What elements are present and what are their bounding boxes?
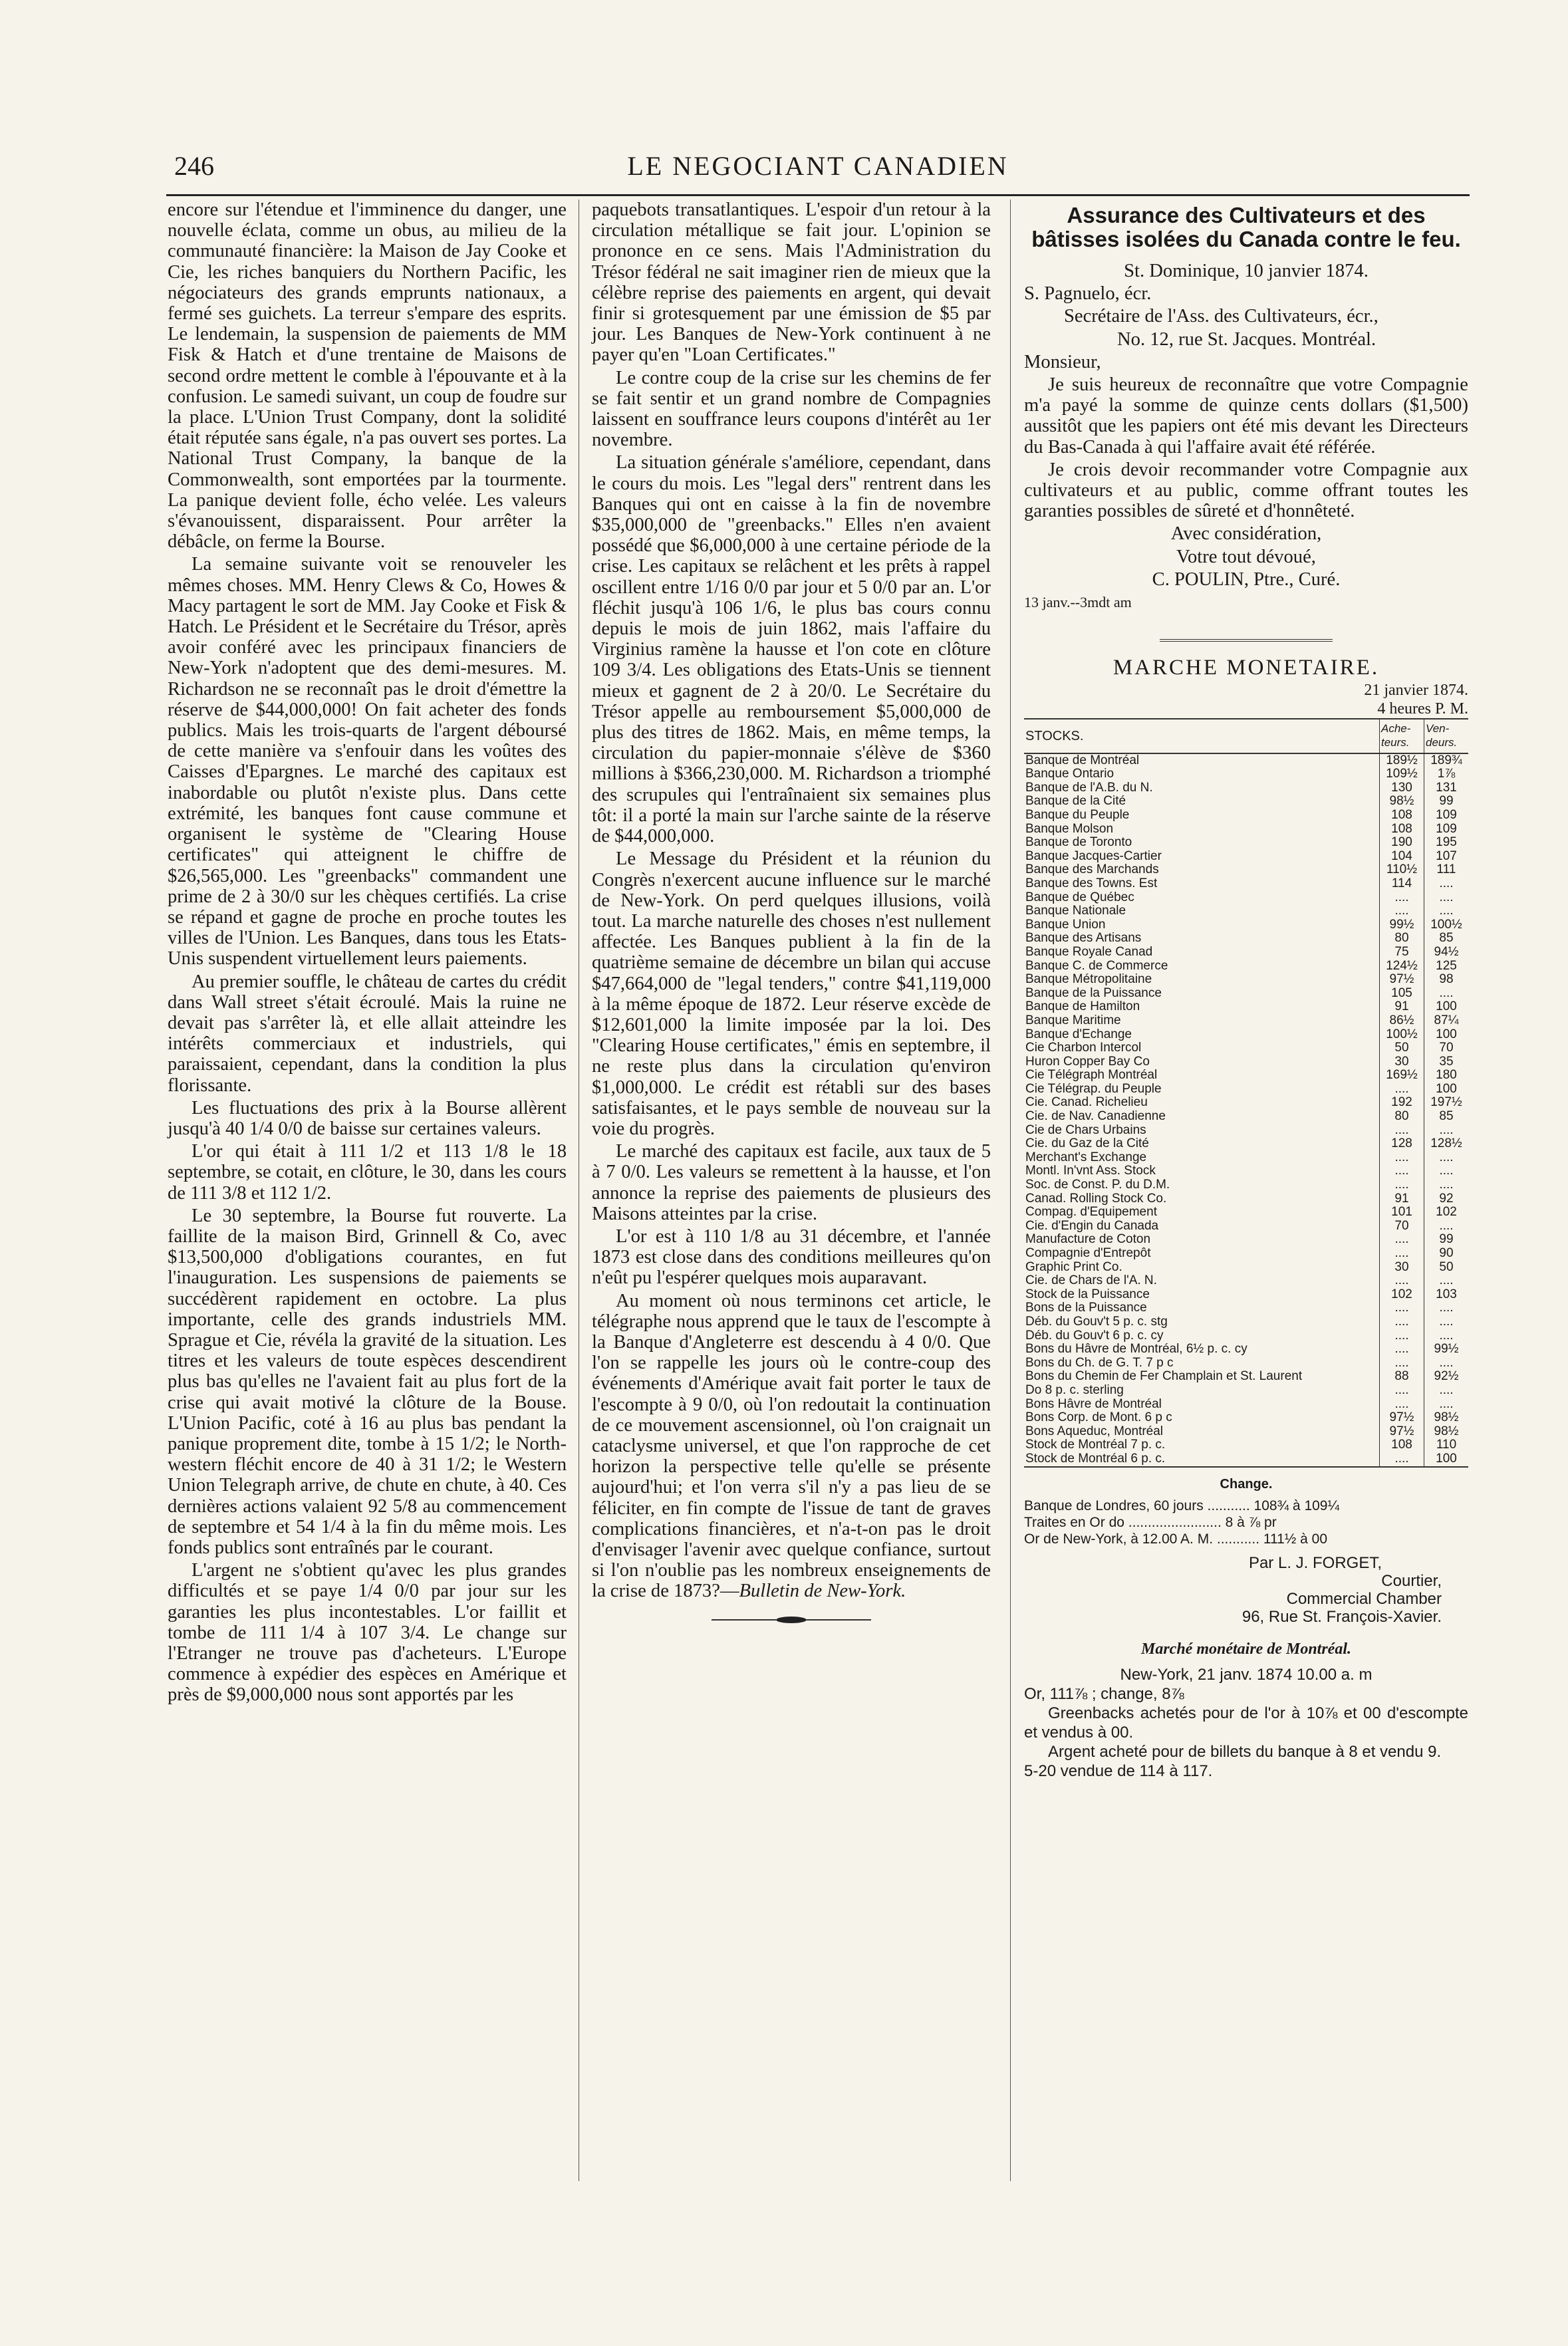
citation: Bulletin de New-York.: [739, 1581, 906, 1602]
buyers-price: 128: [1380, 1137, 1424, 1151]
buyers-price: 108: [1380, 1438, 1424, 1452]
stock-name: Bons du Hâvre de Montréal, 6½ p. c. cy: [1025, 1343, 1247, 1357]
stock-name: Bons de la Puissance: [1025, 1301, 1147, 1315]
buyers-price: 101: [1380, 1206, 1424, 1220]
table-row: [1024, 932, 1468, 946]
sellers-price: 109: [1424, 809, 1469, 823]
sidebar-column: [1024, 199, 1468, 1781]
stock-name: Cie Télégrap. du Peuple: [1025, 1082, 1162, 1096]
table-row: [1024, 1315, 1468, 1329]
broker-office: Commercial Chamber: [1286, 1589, 1442, 1608]
market-title: MARCHE MONETAIRE.: [1112, 656, 1380, 680]
stock-name: Stock de Montréal 7 p. c.: [1025, 1438, 1166, 1452]
stock-name: Bons Hâvre de Montréal: [1025, 1397, 1162, 1411]
table-row: [1024, 1261, 1468, 1275]
table-row: [1024, 1164, 1468, 1178]
paragraph: L'or qui était à 111 1/2 et 113 1/8 le 18 septembre, se cotait, en clôture, le 30, dans les cours de 111 3/8 et 112 1/2.: [168, 1141, 567, 1204]
sellers-price: 94½: [1424, 946, 1469, 960]
notice-body: Je crois devoir recommander votre Compagnie aux cultivateurs et au public, comme offrant toutes les garanties possibles de sûreté et d'honnêteté.: [1024, 459, 1468, 522]
notice-place-date: St. Dominique, 10 janvier 1874.: [1124, 261, 1369, 281]
notice-addressee: S. Pagnuelo, écr.: [1024, 283, 1152, 305]
notice-closing: Votre tout dévoué,: [1176, 546, 1316, 567]
table-row: [1024, 823, 1468, 837]
stock-name: Banque du Peuple: [1025, 809, 1130, 823]
table-row: [1024, 753, 1468, 768]
stock-name: Banque de la Cité: [1025, 795, 1126, 809]
paragraph: Le contre coup de la crise sur les chemins de fer se fait sentir et un grand nombre de Compagnies laissent en souffrance leurs coupons d'intérêt au 1er novembre.: [592, 367, 991, 451]
buyers-price: 91: [1380, 1192, 1424, 1206]
broker-title: Courtier,: [1381, 1571, 1442, 1590]
table-row: [1024, 904, 1468, 918]
montreal-market-title: Marché monétaire de Montréal.: [1141, 1640, 1351, 1658]
sellers-price: 100: [1424, 1000, 1469, 1014]
sellers-price: ....: [1424, 1220, 1469, 1234]
buyers-price: 169½: [1380, 1069, 1424, 1083]
table-row: [1024, 1192, 1468, 1206]
stock-name: Banque Maritime: [1025, 1013, 1121, 1027]
notice-body: Je suis heureux de reconnaître que votre Compagnie m'a payé la somme de quinze cents dollars ($1,500) aussitôt que les papiers ont été mis devant les Directeurs du Bas-Canada à qui l'affaire avait été référée.: [1024, 374, 1468, 457]
paragraph: Au moment où nous terminons cet article, le télégraphe nous apprend que le taux de l'escompte à la Banque d'Angleterre est descendu à 4 0/0. Que l'on se rappelle les jours où le contre-coup des événements d'Amérique avait fait porter le taux de l'escompte à 9 0/0, où l'on redoutait la continuation de ce mouvement ascensionnel, où l'on craignait un cataclysme universel, et que l'on rapproche de cet horizon la perspective telle qu'elle se présente aujourd'hui; et l'on verra s'il n'y a pas lieu de se féliciter, en fin compte de l'issue de tant de graves complications financières, et n'a-t-on pas le droit d'envisager l'avenir avec quelque confiance, surtout si l'on n'oublie pas les nombreux enseignements de la crise de 1873?—Bulletin de New-York.: [592, 1290, 991, 1602]
sellers-price: ....: [1424, 1124, 1469, 1138]
buyers-price: 100½: [1380, 1028, 1424, 1042]
buyers-price: 97½: [1380, 1411, 1424, 1425]
buyers-price: 70: [1380, 1220, 1424, 1234]
stock-name: Déb. du Gouv't 6 p. c. cy: [1025, 1329, 1164, 1343]
stock-name: Bons Corp. de Mont. 6 p c: [1025, 1411, 1172, 1425]
sellers-price: 102: [1424, 1206, 1469, 1220]
stock-name: Merchant's Exchange: [1025, 1150, 1147, 1164]
table-row: [1024, 877, 1468, 891]
page-header: [166, 141, 1470, 181]
sellers-price: 50: [1424, 1261, 1469, 1275]
stock-name: Banque d'Echange: [1025, 1027, 1132, 1041]
buyers-price: 109½: [1380, 767, 1424, 781]
sellers-price: 99½: [1424, 1343, 1469, 1357]
exchange-line: Or de New-York, à 12.00 A. M. ........... 111½ à 00: [1024, 1531, 1328, 1547]
sellers-price: 92½: [1424, 1370, 1469, 1384]
stock-name: Huron Copper Bay Co: [1025, 1055, 1150, 1069]
sellers-price: 70: [1424, 1041, 1469, 1055]
sellers-price: ....: [1424, 987, 1469, 1001]
stock-name: Banque des Artisans: [1025, 932, 1142, 946]
buyers-price: 110½: [1380, 863, 1424, 877]
stock-name: Bons Aqueduc, Montréal: [1025, 1424, 1164, 1438]
sellers-price: 111: [1424, 863, 1469, 877]
stock-name: Cie Charbon Intercol: [1025, 1041, 1142, 1055]
buyers-price: ....: [1380, 1357, 1424, 1370]
broker-address: 96, Rue St. François-Xavier.: [1241, 1607, 1442, 1626]
broker-credit: [1024, 1554, 1468, 1626]
stock-name: Banque C. de Commerce: [1025, 959, 1168, 973]
montreal-line: Argent acheté pour de billets du banque à 8 et vendu 9.: [1048, 1742, 1442, 1761]
buyers-price: 97½: [1380, 973, 1424, 987]
stock-name: Cie. du Gaz de la Cité: [1025, 1137, 1149, 1151]
paragraph: La semaine suivante voit se renouveler les mêmes choses. MM. Henry Clews & Co, Howes & Macy partagent le sort de MM. Jay Cooke et Fisk & Hatch. Le Président et le Secrétaire du Trésor, après avoir conféré avec les principaux financiers de New-York n'adoptent que des demi-mesures. M. Richardson ne se reconnaît pas le droit d'émettre la réserve de $44,000,000! On fait acheter des fonds publics. Mais les trois-quarts de l'argent déboursé de cette manière va s'enfouir dans les voûtes des Caisses d'Epargnes. Le marché des capitaux est inabordable ou plutôt n'existe plus. Dans cette extrémité, les banques font cause commune et organisent le système de "Clearing House certificates" qui atteignent le chiffre de $26,565,000. Les "greenbacks" commandent une prime de 2 à 30/0 sur les chèques certifiés. La crise se répand et gagne de proche en proche toutes les villes de l'Union. Les Banques, dans tous les Etats-Unis suspendent virtuellement leurs paiements.: [168, 554, 567, 970]
sellers-price: ....: [1424, 1164, 1469, 1178]
buyers-price: ....: [1380, 1083, 1424, 1097]
buyers-price: ....: [1380, 1274, 1424, 1288]
buyers-price: ....: [1380, 1164, 1424, 1178]
buyers-price: 105: [1380, 987, 1424, 1001]
stock-name: Cie de Chars Urbains: [1025, 1123, 1146, 1137]
sellers-price: 87¼: [1424, 1014, 1469, 1028]
sellers-price: ....: [1424, 1301, 1469, 1315]
table-row: [1024, 891, 1468, 905]
table-row: [1024, 1452, 1468, 1467]
table-row: [1024, 781, 1468, 795]
montreal-market: [1024, 1665, 1468, 1781]
sellers-price: 90: [1424, 1247, 1469, 1261]
montreal-line: New-York, 21 janv. 1874 10.00 a. m: [1120, 1665, 1372, 1684]
buyers-price: ....: [1380, 1398, 1424, 1412]
market-date: 21 janvier 1874.: [1364, 682, 1468, 700]
stock-name: Bons du Chemin de Fer Champlain et St. Laurent: [1025, 1370, 1303, 1384]
stock-name: Compag. d'Equipement: [1025, 1206, 1157, 1220]
sellers-price: ....: [1424, 1398, 1469, 1412]
stock-name: Cie. de Nav. Canadienne: [1025, 1110, 1166, 1124]
notice-signature: C. POULIN, Ptre., Curé.: [1152, 569, 1341, 590]
sellers-price: 107: [1424, 850, 1469, 864]
notice-address: No. 12, rue St. Jacques. Montréal.: [1117, 328, 1376, 350]
exchange-rates: [1024, 1498, 1468, 1547]
stock-name: Banque de Montréal: [1025, 753, 1140, 767]
sellers-price: 195: [1424, 836, 1469, 850]
stock-name: Banque Union: [1025, 918, 1106, 932]
paragraph: paquebots transatlantiques. L'espoir d'un retour à la circulation métallique se fait jour. L'opinion se prononce en ce sens. Mais l'Administration du Trésor fédéral ne sait imaginer rien de mieux que la célèbre reprise des paiements en argent, qui devait finir si grotesquement par une émission de $5 par jour. Les Banques de New-York continuent à ne payer qu'en "Loan Certificates.": [592, 199, 991, 366]
sellers-price: 128½: [1424, 1137, 1469, 1151]
sellers-price: 197½: [1424, 1096, 1469, 1110]
sellers-price: 100: [1424, 1083, 1469, 1097]
broker-name: Par L. J. FORGET,: [1248, 1553, 1382, 1572]
buyers-price: ....: [1380, 1247, 1424, 1261]
sellers-price: 1⅞: [1424, 767, 1469, 781]
stock-name: Banque de Hamilton: [1025, 1000, 1140, 1014]
table-row: [1024, 1206, 1468, 1220]
table-row: [1024, 973, 1468, 987]
sellers-price: 125: [1424, 960, 1469, 974]
sellers-price: ....: [1424, 891, 1469, 905]
stock-name: Cie. d'Engin du Canada: [1025, 1219, 1159, 1233]
buyers-price: 108: [1380, 823, 1424, 837]
sellers-price: 110: [1424, 1438, 1469, 1452]
stock-name: Banque Ontario: [1025, 767, 1114, 781]
table-row: [1024, 1137, 1468, 1151]
buyers-price: ....: [1380, 1124, 1424, 1138]
stock-name: Déb. du Gouv't 5 p. c. stg: [1025, 1315, 1168, 1329]
stock-name: Montl. In'vnt Ass. Stock: [1025, 1164, 1156, 1178]
buyers-price: ....: [1380, 1178, 1424, 1192]
sellers-price: 98½: [1424, 1411, 1469, 1425]
buyers-price: 75: [1380, 946, 1424, 960]
sellers-price: 189¾: [1424, 753, 1469, 768]
buyers-price: 99½: [1380, 918, 1424, 932]
paragraph: Le 30 septembre, la Bourse fut rouverte. La faillite de la maison Bird, Grinnell & Co, avec $13,500,000 d'obligations courantes, en fut l'inauguration. Les suspensions de paiements se succédèrent rapidement en octobre. La plus importante, celle des grands industriels MM. Sprague et Cie, révéla la gravité de la situation. Les titres et les valeurs de toute espèces descendirent plus bas qu'elles ne l'avaient fait au plus fort de la crise qui avait motivé la clôture de la Bouse. L'Union Pacific, coté à 16 au plus bas pendant la panique proprement dite, tombe à 15 1/2; le North-western fléchit encore de 40 à 31 1/2; le Western Union Telegraph arrive, de chute en chute, à 40. Ces dernières actions valaient 92 5/8 au commencement de septembre et 54 1/4 à la fin du même mois. Les fonds publics sont entraînés par le courant.: [168, 1205, 567, 1558]
column-header-sellers: Ven-deurs.: [1424, 719, 1469, 753]
buyers-price: 50: [1380, 1041, 1424, 1055]
notice-salutation: Monsieur,: [1024, 351, 1101, 372]
buyers-price: ....: [1380, 1343, 1424, 1357]
buyers-price: 124½: [1380, 960, 1424, 974]
stock-name: Banque des Marchands: [1025, 863, 1159, 877]
table-row: [1024, 1220, 1468, 1234]
table-row: [1024, 767, 1468, 781]
buyers-price: 114: [1380, 877, 1424, 891]
table-row: [1024, 1425, 1468, 1439]
paragraph: L'or est à 110 1/8 au 31 décembre, et l'année 1873 est close dans des conditions meilleures qu'on n'eût pu l'espérer quelques mois auparavant.: [592, 1226, 991, 1289]
table-row: [1024, 1370, 1468, 1384]
stock-name: Graphic Print Co.: [1025, 1260, 1122, 1274]
paragraph: Au premier souffle, le château de cartes du crédit dans Wall street s'était écroulé. Mais la ruine ne devait pas s'arrêter là, et elle allait atteindre les intérêts commerciaux et industriels, qui paraissaient, cependant, dans la condition la plus florissante.: [168, 971, 567, 1096]
stock-name: Soc. de Const. P. du D.M.: [1025, 1178, 1170, 1192]
stock-name: Stock de la Puissance: [1025, 1287, 1150, 1301]
paragraph: Les fluctuations des prix à la Bourse allèrent jusqu'à 40 1/4 0/0 de baisse sur certaines valeurs.: [168, 1097, 567, 1139]
table-row: [1024, 1301, 1468, 1315]
sellers-price: 131: [1424, 781, 1469, 795]
buyers-price: 30: [1380, 1261, 1424, 1275]
stock-name: Banque Nationale: [1025, 904, 1126, 918]
table-row: [1024, 1357, 1468, 1370]
table-row: [1024, 1438, 1468, 1452]
column-rule-2: [1010, 199, 1011, 2181]
table-row: [1024, 1288, 1468, 1302]
montreal-line: Or, 111⅞ ; change, 8⅞: [1024, 1684, 1184, 1703]
buyers-price: 97½: [1380, 1425, 1424, 1439]
exchange-line: Traites en Or do ........................ 8 à ⅞ pr: [1024, 1514, 1277, 1530]
table-row: [1024, 863, 1468, 877]
buyers-price: 104: [1380, 850, 1424, 864]
table-row: [1024, 1069, 1468, 1083]
buyers-price: ....: [1380, 1329, 1424, 1343]
sellers-price: 35: [1424, 1055, 1469, 1069]
sellers-price: 92: [1424, 1192, 1469, 1206]
table-row: [1024, 836, 1468, 850]
table-row: [1024, 1028, 1468, 1042]
buyers-price: 130: [1380, 781, 1424, 795]
notice-addressee-title: Secrétaire de l'Ass. des Cultivateurs, écr.,: [1064, 306, 1378, 327]
buyers-price: 80: [1380, 1110, 1424, 1124]
table-row: [1024, 1041, 1468, 1055]
stock-name: Cie. Canad. Richelieu: [1025, 1096, 1148, 1110]
buyers-price: 189½: [1380, 753, 1424, 768]
stock-name: Banque Métropolitaine: [1025, 973, 1152, 987]
buyers-price: ....: [1380, 1301, 1424, 1315]
sellers-price: ....: [1424, 1329, 1469, 1343]
paragraph: La situation générale s'améliore, cependant, dans le cours du mois. Les "legal ders" rentrent dans les Banques qui ont en caisse à la fin de novembre $35,000,000 de "greenbacks." Elles n'en avaient possédé que $6,000,000 à une certaine période de la crise. Les capitaux se relâchent et les prêts à rappel oscillent entre 1/16 0/0 par jour et 5 0/0 par an. L'or fléchit jusqu'à 106 1/6, le plus bas cours connu depuis le mois de juin 1862, mais l'affaire du Virginius ramène la hausse et l'on cote en clôture 109 3/4. Les obligations des Etats-Unis se tiennent mieux et gagnent de 2 à 20/0. Le Secrétaire du Trésor appelle au remboursement $5,000,000 de plus des titres de 1862. Mais, en même temps, la circulation du papier-monnaie s'élève de $360 millions à $366,230,000. M. Richardson a triomphé des scrupules qui l'entraînaient six semaines plus tôt: il a porté la main sur l'arche sainte de la réserve de $44,000,000.: [592, 452, 991, 847]
column-header-buyers: Ache-teurs.: [1380, 719, 1424, 753]
sellers-price: ....: [1424, 1178, 1469, 1192]
buyers-price: ....: [1380, 1151, 1424, 1165]
buyers-price: 108: [1380, 809, 1424, 823]
sellers-price: 85: [1424, 1110, 1469, 1124]
buyers-price: 91: [1380, 1000, 1424, 1014]
sellers-price: 85: [1424, 932, 1469, 946]
table-row: [1024, 1000, 1468, 1014]
table-row: [1024, 1178, 1468, 1192]
sellers-price: 99: [1424, 1233, 1469, 1247]
stock-name: Compagnie d'Entrepôt: [1025, 1247, 1151, 1261]
stock-name: Do 8 p. c. sterling: [1025, 1383, 1124, 1397]
buyers-price: ....: [1380, 891, 1424, 905]
sellers-price: 98: [1424, 973, 1469, 987]
stock-name: Banque de Québec: [1025, 890, 1134, 904]
sellers-price: 103: [1424, 1288, 1469, 1302]
table-row: [1024, 1233, 1468, 1247]
paragraph-text: Au moment où nous terminons cet article, le télégraphe nous apprend que le taux de l'escompte à la Banque d'Angleterre est descendu à 4 0/0. Que l'on se rappelle les jours où le contre-coup des événements d'Amérique avait fait porter le taux de l'escompte à 9 0/0, où l'on redoutait la continuation de ce mouvement ascensionnel, où l'on craignait un cataclysme universel, et que l'on rapproche de cet horizon la perspective telle qu'elle se présente aujourd'hui; et l'on verra s'il n'y a pas lieu de se féliciter, en fin compte de l'issue de tant de graves complications financières, et n'a-t-on pas le droit d'envisager l'avenir avec quelque confiance, surtout si l'on n'oublie pas les nombreux enseignements de la crise de 1873?: [592, 1290, 991, 1602]
sellers-price: 98½: [1424, 1425, 1469, 1439]
stock-name: Manufacture de Coton: [1025, 1233, 1151, 1247]
sellers-price: ....: [1424, 1384, 1469, 1398]
article-column-2: [592, 199, 991, 1638]
stock-name: Banque des Towns. Est: [1025, 876, 1158, 890]
sellers-price: 109: [1424, 823, 1469, 837]
stock-name: Banque Molson: [1025, 822, 1114, 836]
sellers-price: 100½: [1424, 918, 1469, 932]
table-row: [1024, 850, 1468, 864]
column-header-stocks: STOCKS.: [1024, 719, 1380, 753]
stocks-table-body: [1024, 753, 1468, 1467]
table-row: [1024, 1014, 1468, 1028]
sellers-price: 99: [1424, 795, 1469, 809]
buyers-price: ....: [1380, 904, 1424, 918]
table-row: [1024, 1343, 1468, 1357]
table-row: [1024, 1110, 1468, 1124]
sellers-price: ....: [1424, 877, 1469, 891]
table-row: [1024, 1247, 1468, 1261]
table-row: [1024, 987, 1468, 1001]
stock-name: Stock de Montréal 6 p. c.: [1024, 1452, 1380, 1467]
stock-name: Banque de l'A.B. du N.: [1025, 781, 1153, 795]
buyers-price: 80: [1380, 932, 1424, 946]
market-time: 4 heures P. M.: [1377, 700, 1468, 718]
buyers-price: 86½: [1380, 1014, 1424, 1028]
table-row: [1024, 946, 1468, 960]
buyers-price: ....: [1380, 1452, 1424, 1467]
buyers-price: ....: [1380, 1233, 1424, 1247]
sellers-price: ....: [1424, 1357, 1469, 1370]
change-title: Change.: [1220, 1476, 1273, 1492]
buyers-price: ....: [1380, 1315, 1424, 1329]
section-divider: [1160, 639, 1333, 651]
table-row: [1024, 1329, 1468, 1343]
buyers-price: 98½: [1380, 795, 1424, 809]
stock-name: Banque de la Puissance: [1025, 986, 1162, 1000]
end-ornament: [712, 1617, 871, 1623]
buyers-price: ....: [1380, 1384, 1424, 1398]
stock-name: Cie Télégraph Montréal: [1025, 1069, 1158, 1083]
stock-name: Banque de Toronto: [1025, 836, 1132, 850]
table-row: [1024, 1398, 1468, 1412]
table-row: [1024, 1124, 1468, 1138]
table-row: [1024, 960, 1468, 974]
table-row: [1024, 918, 1468, 932]
buyers-price: 102: [1380, 1288, 1424, 1302]
paragraph: Le marché des capitaux est facile, aux taux de 5 à 7 0/0. Les valeurs se remettent à la hausse, et l'on annonce la reprise des paiements de plusieurs des Maisons atteintes par la crise.: [592, 1141, 991, 1224]
paragraph: Le Message du Président et la réunion du Congrès n'exercent aucune influence sur le marché de New-York. On perd quelques illusions, voilà tout. La marche naturelle des choses n'est nullement affectée. Les Banques publient à la fin de la quatrième semaine de décembre un bilan qui accuse $47,664,000 de "legal tenders," contre $41,119,000 à la même époque de 1872. Leur réserve excède de $12,601,000 la limite imposée par la loi. Des "Clearing House certificates," émis en septembre, il ne reste plus dans la circulation qu'environ $1,000,000. Le crédit est rétabli sur des bases satisfaisantes, et le pays semble de nouveau sur la voie du progrès.: [592, 848, 991, 1139]
notice-footnote: 13 janv.--3mdt am: [1024, 594, 1132, 611]
table-row: [1024, 1055, 1468, 1069]
table-row: [1024, 1083, 1468, 1097]
stock-name: Canad. Rolling Stock Co.: [1025, 1192, 1167, 1206]
notice-title: Assurance des Cultivateurs et des bâtisses isolées du Canada contre le feu.: [1031, 203, 1461, 251]
sellers-price: 100: [1424, 1028, 1469, 1042]
table-row: [1024, 1411, 1468, 1425]
buyers-price: 192: [1380, 1096, 1424, 1110]
stock-name: Banque Royale Canad: [1025, 945, 1153, 959]
notice-closing: Avec considération,: [1170, 523, 1322, 545]
exchange-line: Banque de Londres, 60 jours ........... 108¾ à 109¼: [1024, 1498, 1339, 1513]
sellers-price: ....: [1424, 1274, 1469, 1288]
stock-name: Banque Jacques-Cartier: [1025, 849, 1162, 863]
article-column-1: [168, 199, 567, 1708]
table-row: [1024, 1384, 1468, 1398]
table-row: [1024, 1096, 1468, 1110]
running-head: LE NEGOCIANT CANADIEN: [627, 151, 1009, 181]
stock-name: Bons du Ch. de G. T. 7 p c: [1025, 1356, 1174, 1370]
table-row: [1024, 795, 1468, 809]
montreal-line: Greenbacks achetés pour de l'or à 10⅞ et 00 d'escompte et vendus à 00.: [1024, 1704, 1468, 1742]
sellers-price: ....: [1424, 1315, 1469, 1329]
sellers-price: 100: [1424, 1452, 1469, 1467]
sellers-price: ....: [1424, 904, 1469, 918]
paragraph: L'argent ne s'obtient qu'avec les plus grandes difficultés et se paye 1/4 0/0 par jour sur les garanties les plus incontestables. L'or faillit et tombe de 111 1/4 à 107 3/4. Le change sur l'Etranger ne trouve pas d'acheteurs. L'Europe commence à expédier des espèces en Amérique et près de $9,000,000 nous sont apportés par les: [168, 1560, 567, 1706]
table-header-row: [1024, 719, 1468, 753]
header-rule: [166, 194, 1470, 196]
stocks-table: [1024, 718, 1468, 1467]
page-number: 246: [174, 151, 214, 181]
buyers-price: 30: [1380, 1055, 1424, 1069]
stock-name: Cie. de Chars de l'A. N.: [1025, 1274, 1157, 1288]
montreal-line: 5-20 vendue de 114 à 117.: [1024, 1761, 1213, 1780]
table-row: [1024, 809, 1468, 823]
buyers-price: 88: [1380, 1370, 1424, 1384]
buyers-price: 190: [1380, 836, 1424, 850]
table-row: [1024, 1151, 1468, 1165]
sellers-price: 180: [1424, 1069, 1469, 1083]
paragraph: encore sur l'étendue et l'imminence du danger, une nouvelle éclata, comme un obus, au milieu de la communauté financière: la Maison de Jay Cooke et Cie, les riches banquiers du Northern Pacific, les négociateurs des grands emprunts nationaux, a fermé ses guichets. La terreur s'empare des esprits. Le lendemain, la suspension de paiements de MM Fisk & Hatch et d'une trentaine de Maisons de second ordre mettent le comble à l'épouvante et à la confusion. Le samedi suivant, un coup de foudre sur la place. L'Union Trust Company, dont la solidité était réputée sans égale, n'a pas ouvert ses portes. La National Trust Company, la banque de la Commonwealth, sont emportées par la tourmente. La panique devient folle, écho velée. Les valeurs s'évanouissent, disparaissent. Pour arrêter la débâcle, on ferme la Bourse.: [168, 199, 567, 553]
table-row: [1024, 1274, 1468, 1288]
sellers-price: ....: [1424, 1151, 1469, 1165]
